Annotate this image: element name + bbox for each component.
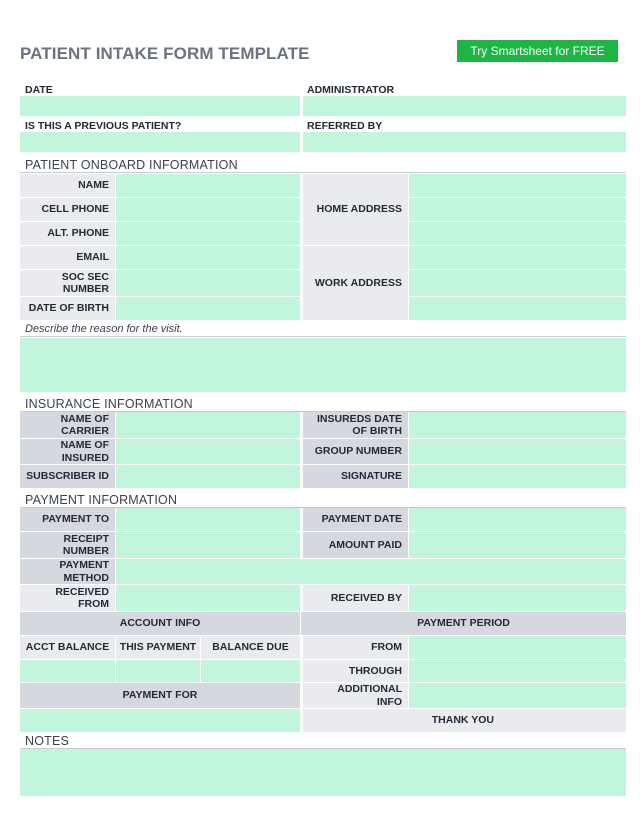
receipt-number-label-line2: NUMBER: [62, 545, 109, 557]
thank-you-text: THANK YOU: [303, 709, 626, 732]
payment-period-header: PAYMENT PERIOD: [301, 612, 626, 635]
soc-sec-label-line2: NUMBER: [62, 283, 109, 295]
try-smartsheet-button[interactable]: Try Smartsheet for FREE: [457, 40, 618, 62]
insureds-dob-label-line2: OF BIRTH: [352, 425, 402, 437]
receipt-number-label-line1: RECEIPT: [63, 532, 109, 545]
dob-field[interactable]: [116, 297, 300, 320]
insured-label-line2: INSURED: [61, 451, 109, 464]
date-field[interactable]: [20, 96, 300, 116]
period-from-field[interactable]: [409, 636, 626, 659]
subscriber-id-label: SUBSCRIBER ID: [20, 465, 115, 488]
received-from-label: [20, 585, 115, 611]
acct-balance-label: ACCT BALANCE: [20, 636, 115, 659]
notes-section-title: NOTES: [25, 734, 70, 748]
name-label: NAME: [20, 174, 115, 197]
period-through-field[interactable]: [409, 660, 626, 682]
insured-label-line1: NAME OF: [60, 439, 109, 451]
payment-for-header: PAYMENT FOR: [20, 683, 300, 708]
group-number-field[interactable]: [409, 439, 626, 464]
carrier-label-line1: NAME OF: [60, 412, 109, 425]
additional-info-field[interactable]: [409, 683, 626, 708]
payment-method-label-line1: PAYMENT: [59, 559, 109, 571]
subscriber-id-field[interactable]: [116, 465, 300, 488]
payment-for-field[interactable]: [20, 709, 300, 732]
referred-by-label: REFERRED BY: [307, 120, 383, 132]
acct-balance-field[interactable]: [20, 660, 115, 682]
home-address-line-3[interactable]: [409, 222, 626, 245]
visit-reason-field[interactable]: [20, 338, 626, 392]
receipt-number-label: [20, 532, 115, 558]
onboard-section-title: PATIENT ONBOARD INFORMATION: [25, 158, 238, 172]
carrier-label-line2: CARRIER: [61, 425, 109, 437]
visit-reason-label: Describe the reason for the visit.: [25, 323, 183, 335]
account-info-header: ACCOUNT INFO: [20, 612, 300, 635]
group-number-label: GROUP NUMBER: [303, 439, 408, 464]
section-divider: [20, 336, 626, 337]
additional-info-label-line1: ADDITIONAL: [337, 683, 402, 695]
additional-info-label: [303, 683, 408, 708]
received-from-field[interactable]: [116, 585, 300, 611]
dob-label: DATE OF BIRTH: [20, 297, 115, 320]
referred-by-field[interactable]: [303, 132, 626, 152]
payment-method-label-line2: METHOD: [63, 571, 109, 584]
payment-date-label: PAYMENT DATE: [303, 508, 408, 531]
payment-to-label: PAYMENT TO: [20, 508, 115, 531]
soc-sec-label-line1: SOC SEC: [61, 270, 109, 283]
insurance-section-title: INSURANCE INFORMATION: [25, 397, 193, 411]
carrier-field[interactable]: [116, 412, 300, 438]
period-through-label: THROUGH: [303, 660, 408, 682]
administrator-field[interactable]: [303, 96, 626, 116]
name-field[interactable]: [116, 174, 300, 197]
payment-to-field[interactable]: [116, 508, 300, 531]
payment-method-field[interactable]: [116, 559, 626, 584]
cell-phone-label: CELL PHONE: [20, 198, 115, 221]
payment-method-label: [20, 559, 115, 584]
cell-phone-field[interactable]: [116, 198, 300, 221]
insureds-dob-label: [303, 412, 408, 438]
amount-paid-label: AMOUNT PAID: [303, 532, 408, 558]
balance-due-label: BALANCE DUE: [201, 636, 300, 659]
this-payment-label: THIS PAYMENT: [116, 636, 200, 659]
period-from-label: FROM: [303, 636, 408, 659]
insureds-dob-field[interactable]: [409, 412, 626, 438]
date-label: DATE: [25, 84, 53, 96]
previous-patient-field[interactable]: [20, 132, 300, 152]
work-address-line-1[interactable]: [409, 246, 626, 269]
alt-phone-field[interactable]: [116, 222, 300, 245]
administrator-label: ADMINISTRATOR: [307, 84, 395, 96]
signature-label: SIGNATURE: [303, 465, 408, 488]
carrier-label: [20, 412, 115, 438]
alt-phone-label: ALT. PHONE: [20, 222, 115, 245]
this-payment-field[interactable]: [116, 660, 200, 682]
work-address-line-3[interactable]: [409, 297, 626, 320]
work-address-line-2[interactable]: [409, 270, 626, 296]
amount-paid-field[interactable]: [409, 532, 626, 558]
home-address-label: HOME ADDRESS: [303, 174, 408, 245]
soc-sec-label: [20, 270, 115, 296]
email-field[interactable]: [116, 246, 300, 269]
signature-field[interactable]: [409, 465, 626, 488]
section-divider: [20, 172, 626, 173]
received-from-label-line2: FROM: [78, 598, 109, 610]
received-from-label-line1: RECEIVED: [55, 585, 109, 598]
page-title: PATIENT INTAKE FORM TEMPLATE: [20, 44, 310, 63]
receipt-number-field[interactable]: [116, 532, 300, 558]
additional-info-label-line2: INFO: [376, 695, 402, 708]
email-label: EMAIL: [20, 246, 115, 269]
home-address-line-1[interactable]: [409, 174, 626, 197]
previous-patient-label: IS THIS A PREVIOUS PATIENT?: [25, 120, 182, 132]
payment-date-field[interactable]: [409, 508, 626, 531]
insureds-dob-label-line1: INSUREDS DATE: [317, 412, 402, 425]
home-address-line-2[interactable]: [409, 198, 626, 221]
insured-field[interactable]: [116, 439, 300, 464]
notes-field[interactable]: [20, 749, 626, 796]
balance-due-field[interactable]: [201, 660, 300, 682]
soc-sec-field[interactable]: [116, 270, 300, 296]
insured-label: [20, 439, 115, 464]
work-address-label: WORK ADDRESS: [303, 246, 408, 320]
received-by-field[interactable]: [409, 585, 626, 611]
payment-section-title: PAYMENT INFORMATION: [25, 493, 178, 507]
received-by-label: RECEIVED BY: [303, 585, 408, 611]
